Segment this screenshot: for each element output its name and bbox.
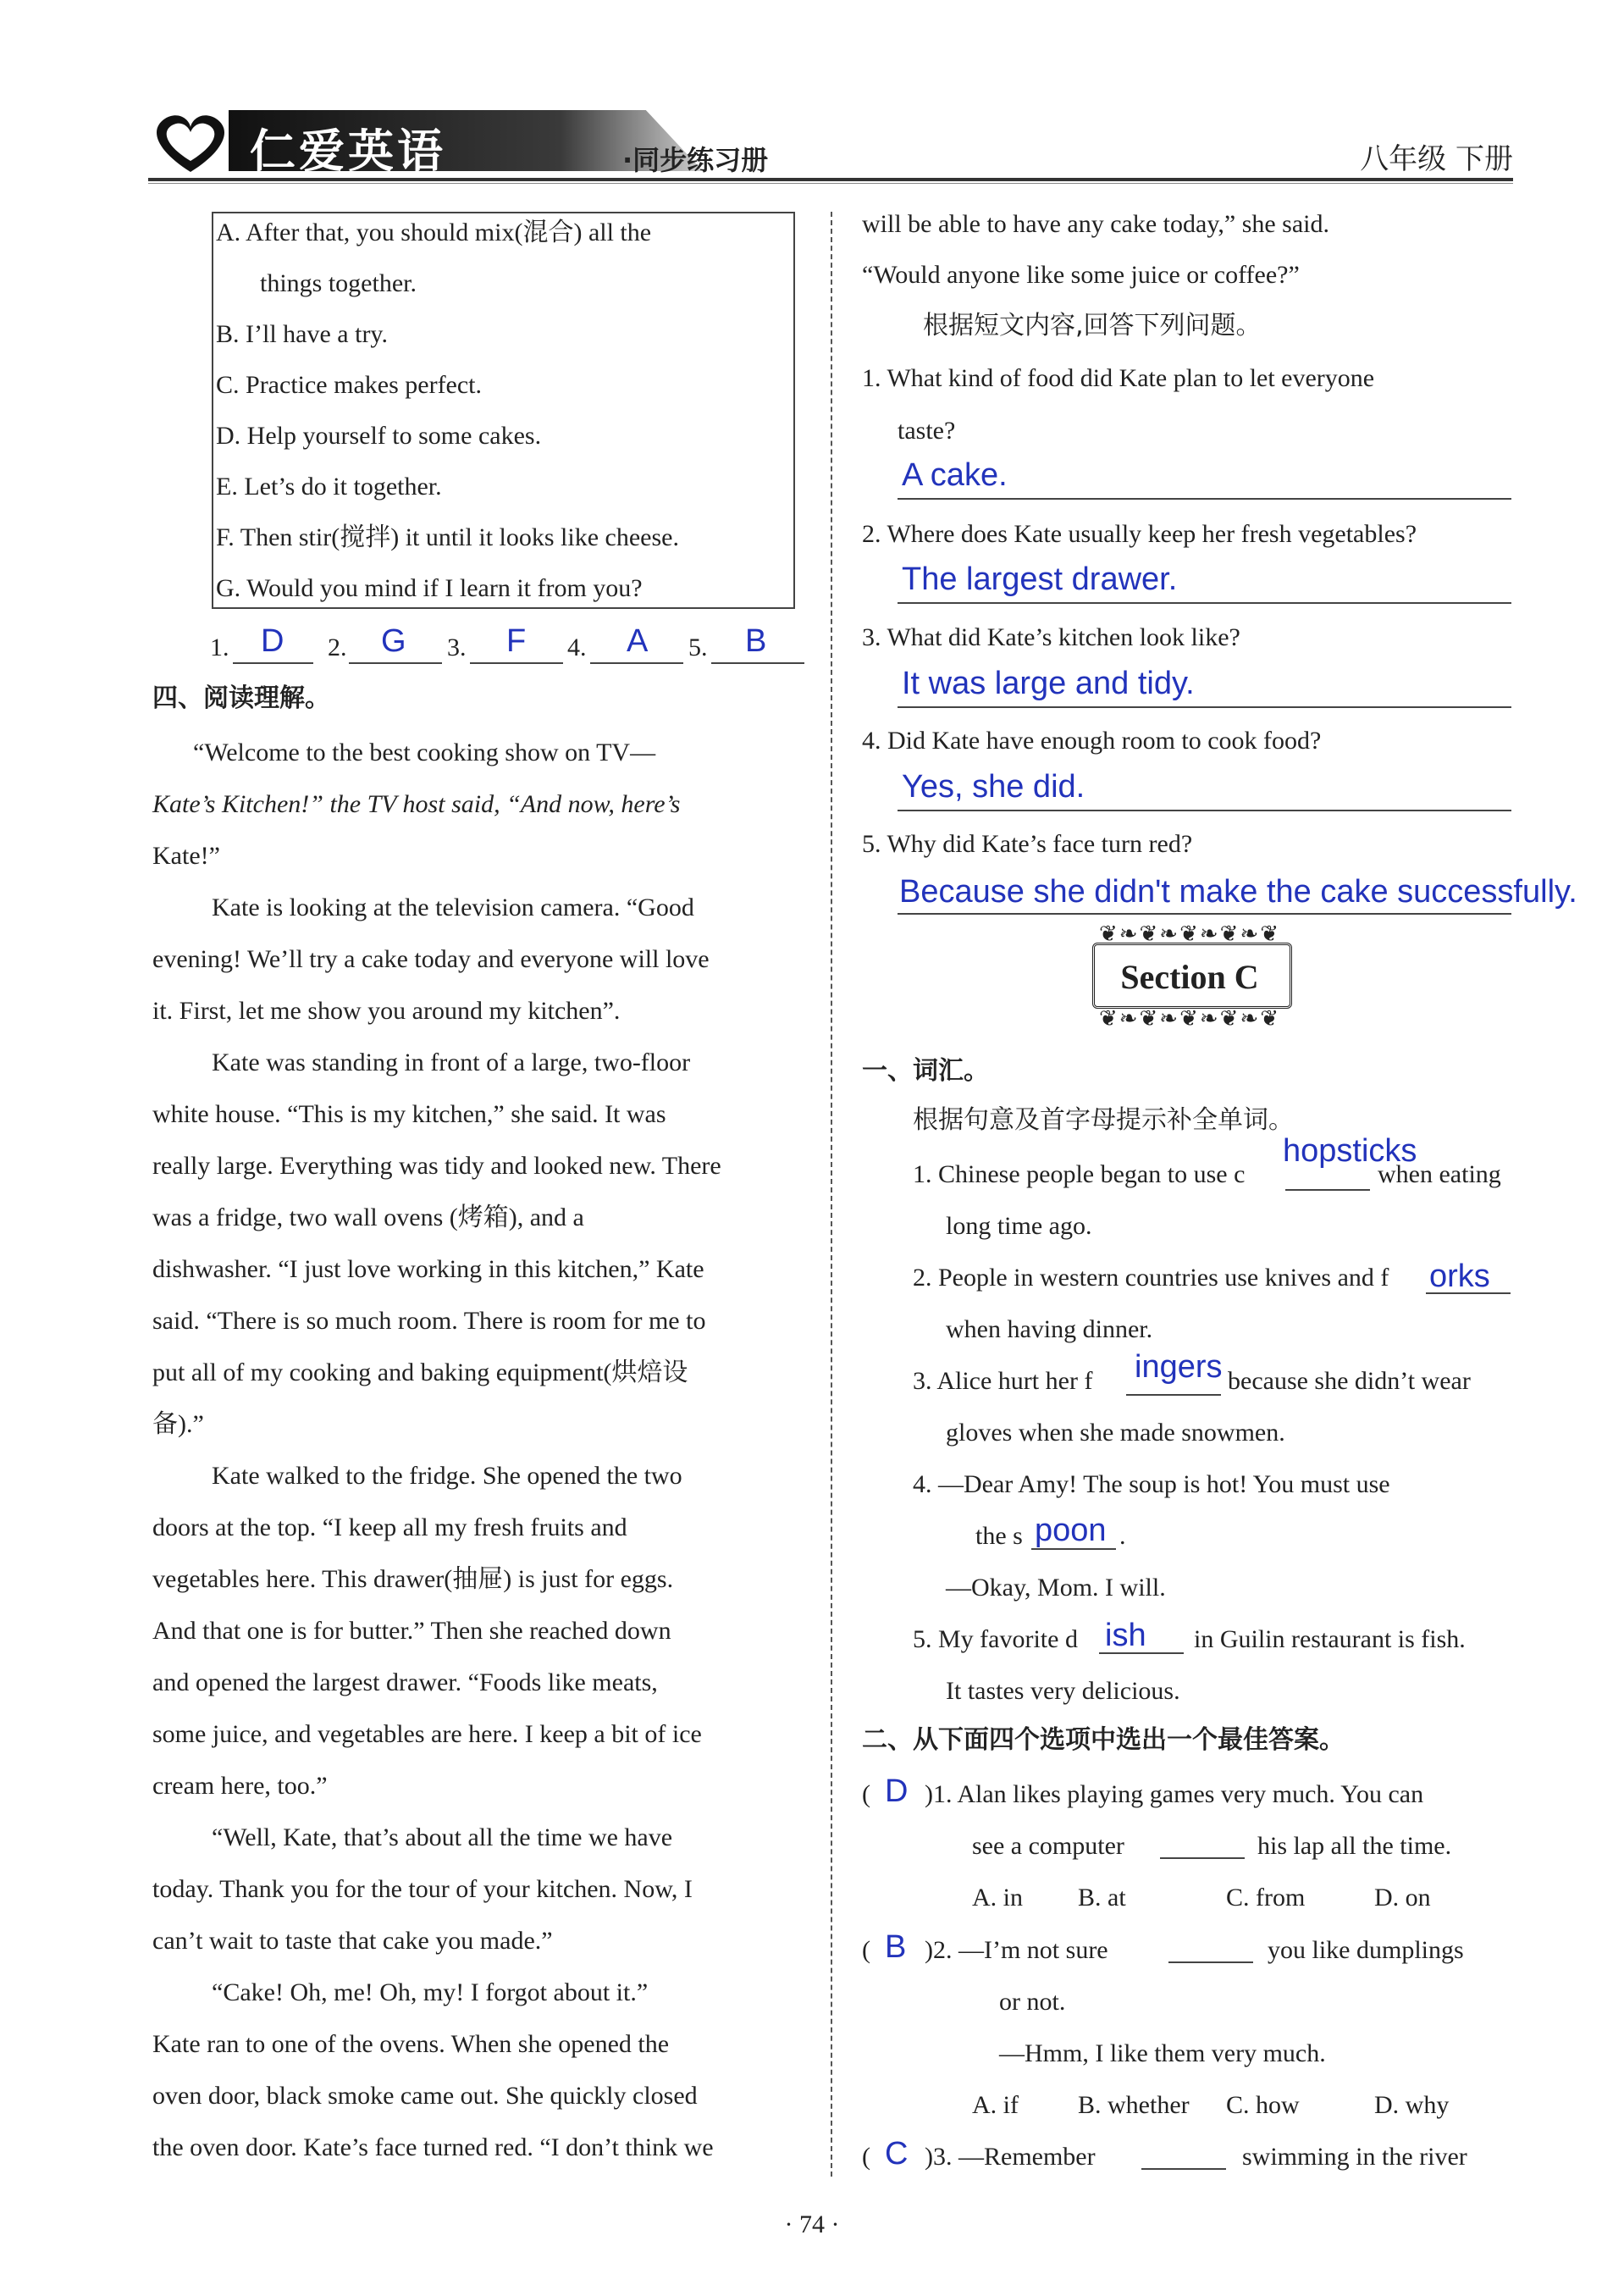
handwritten-answer: The largest drawer. (902, 562, 1178, 597)
series-label: ·同步练习册 (622, 144, 769, 176)
passage-line: dishwasher. “I just love working in this kitchen,” Kate (152, 1255, 704, 1283)
option-line: E. Let’s do it together. (216, 473, 442, 501)
handwritten-answer: ish (1105, 1618, 1146, 1653)
vocab-item: when having dinner. (946, 1315, 1153, 1343)
answer-blank (711, 662, 804, 664)
instruction: 根据句意及首字母提示补全单词。 (913, 1105, 1294, 1135)
passage-line: can’t wait to taste that cake you made.” (152, 1927, 553, 1955)
heart-logo-icon (148, 108, 233, 176)
mc-option: B. at (1078, 1884, 1126, 1912)
passage-line: some juice, and vegetables are here. I keep a bit of ice (152, 1720, 702, 1748)
passage-line: 备).” (152, 1410, 204, 1438)
handwritten-answer: B (885, 1929, 907, 1965)
handwritten-answer: hopsticks (1283, 1133, 1417, 1169)
mc-option: A. in (972, 1884, 1023, 1912)
option-line: G. Would you mind if I learn it from you? (216, 574, 643, 602)
question: 5. Why did Kate’s face turn red? (862, 830, 1193, 858)
section-c-badge (1067, 921, 1312, 1032)
reading-passage (152, 727, 803, 2173)
passage-line: doors at the top. “I keep all my fresh fruits and (152, 1513, 627, 1541)
instruction: 根据短文内容,回答下列问题。 (923, 311, 1262, 340)
passage-line: Kate walked to the fridge. She opened the two (212, 1462, 682, 1490)
option-line: B. I’ll have a try. (216, 320, 388, 348)
vocab-item: gloves when she made snowmen. (946, 1419, 1285, 1447)
vocab-item: because she didn’t wear (1228, 1367, 1471, 1395)
passage-line: Kate!” (152, 842, 220, 870)
vocab-item: when eating (1378, 1160, 1501, 1188)
handwritten-answer: C (885, 2136, 909, 2172)
mc-question: his lap all the time. (1257, 1832, 1452, 1860)
vocab-item: in Guilin restaurant is fish. (1194, 1625, 1466, 1653)
option-line: A. After that, you should mix(混合) all the (216, 219, 652, 246)
header-rule (148, 178, 1513, 181)
mc-option: C. from (1226, 1884, 1306, 1912)
answer-line (898, 913, 1511, 915)
passage-continuation: will be able to have any cake today,” she said. (862, 210, 1330, 238)
passage-continuation: “Would anyone like some juice or coffee?” (862, 261, 1300, 289)
answer-value: A (627, 623, 649, 659)
passage-line: “Welcome to the best cooking show on TV— (193, 739, 656, 766)
vocab-item: long time ago. (946, 1212, 1092, 1240)
passage-line: oven door, black smoke came out. She quickly closed (152, 2082, 698, 2110)
answer-line (898, 498, 1511, 500)
section-heading: 二、从下面四个选项中选出一个最佳答案。 (862, 1725, 1345, 1755)
mc-option: D. why (1374, 2091, 1450, 2119)
passage-line: the oven door. Kate’s face turned red. “I don’t think we (152, 2133, 714, 2161)
paren: ( (862, 1780, 870, 1808)
vocab-item: 1. Chinese people began to use c (913, 1160, 1246, 1188)
question: 3. What did Kate’s kitchen look like? (862, 623, 1240, 651)
passage-line: And that one is for butter.” Then she reached down (152, 1617, 671, 1645)
question: taste? (898, 417, 956, 445)
vocab-item: 5. My favorite d (913, 1625, 1078, 1653)
passage-line: said. “There is so much room. There is room for me to (152, 1307, 706, 1335)
answer-value: G (381, 623, 406, 659)
answer-blank (1126, 1394, 1221, 1396)
handwritten-answer: ingers (1135, 1349, 1223, 1385)
book-title: 仁爱英语 (250, 124, 446, 178)
handwritten-answer: poon (1035, 1513, 1107, 1548)
mc-option: D. on (1374, 1884, 1431, 1912)
mc-question: )2. —I’m not sure (925, 1936, 1108, 1964)
answer-blank (1285, 1189, 1370, 1191)
option-line: D. Help yourself to some cakes. (216, 422, 542, 450)
passage-line: Kate ran to one of the ovens. When she opened the (152, 2030, 670, 2058)
answer-value: B (745, 623, 767, 659)
answer-blank (1160, 1857, 1245, 1859)
handwritten-answer: orks (1429, 1259, 1490, 1294)
ornament-icon: ❦❧❦❧❦❧❦❧❦ (1098, 921, 1281, 946)
answer-blank (233, 662, 313, 664)
question: 1. What kind of food did Kate plan to let everyone (862, 364, 1375, 392)
handwritten-answer: It was large and tidy. (902, 666, 1195, 701)
answer-num: 3. (447, 633, 467, 661)
mc-question: )1. Alan likes playing games very much. You can (925, 1780, 1424, 1808)
grade-label: 八年级 下册 (1360, 142, 1513, 176)
section-c-title: Section C (1120, 958, 1259, 996)
mc-question: you like dumplings (1268, 1936, 1464, 1964)
passage-line: put all of my cooking and baking equipment(烘焙设 (152, 1358, 688, 1386)
mc-option: A. if (972, 2091, 1019, 2119)
question: 4. Did Kate have enough room to cook food? (862, 727, 1322, 755)
passage-line: vegetables here. This drawer(抽屉) is just for eggs. (152, 1565, 674, 1593)
passage-line: evening! We’ll try a cake today and everyone will love (152, 945, 710, 973)
answer-num: 1. (210, 633, 229, 661)
header-rule-thin (148, 183, 1513, 184)
passage-line: really large. Everything was tidy and looked new. There (152, 1152, 721, 1180)
passage-line: it. First, let me show you around my kitchen”. (152, 997, 621, 1025)
answer-num: 5. (688, 633, 708, 661)
passage-line: was a fridge, two wall ovens (烤箱), and a (152, 1203, 584, 1231)
vocab-item: the s (975, 1522, 1023, 1550)
answer-num: 4. (567, 633, 587, 661)
passage-line: Kate’s Kitchen!” the TV host said, “And now, here’s (152, 790, 681, 818)
passage-line: white house. “This is my kitchen,” she said. It was (152, 1100, 666, 1128)
option-line: things together. (260, 269, 417, 297)
passage-line: “Well, Kate, that’s about all the time we have (212, 1823, 673, 1851)
page-number: · 74 · (784, 2210, 840, 2238)
answer-line (898, 706, 1511, 708)
vocab-item: 3. Alice hurt her f (913, 1367, 1093, 1395)
mc-question: or not. (999, 1988, 1066, 2016)
mc-option: B. whether (1078, 2091, 1190, 2119)
answer-blank (1426, 1292, 1511, 1294)
answer-blank (1141, 2168, 1226, 2170)
answer-blank (470, 662, 563, 664)
mc-question: swimming in the river (1242, 2143, 1467, 2171)
passage-line: Kate was standing in front of a large, two-floor (212, 1048, 691, 1076)
answer-blank (1099, 1652, 1184, 1654)
answer-blank (1031, 1548, 1116, 1550)
paren: ( (862, 1936, 870, 1964)
answer-line (898, 810, 1511, 811)
passage-line: and opened the largest drawer. “Foods like meats, (152, 1668, 658, 1696)
vocab-item: 2. People in western countries use knives and f (913, 1264, 1389, 1292)
handwritten-answer: D (885, 1773, 909, 1809)
answer-value: F (506, 623, 527, 659)
page-header (148, 102, 1513, 182)
paren: ( (862, 2143, 870, 2171)
handwritten-answer: Yes, she did. (902, 769, 1085, 805)
column-divider (831, 212, 832, 2177)
vocab-item: 4. —Dear Amy! The soup is hot! You must use (913, 1470, 1390, 1498)
question: 2. Where does Kate usually keep her fresh vegetables? (862, 520, 1417, 548)
answer-line (898, 602, 1511, 604)
answer-num: 2. (328, 633, 347, 661)
vocab-item: It tastes very delicious. (946, 1677, 1180, 1705)
passage-line: cream here, too.” (152, 1772, 328, 1800)
section-heading: 四、阅读理解。 (152, 683, 330, 713)
passage-line: “Cake! Oh, me! Oh, my! I forgot about it.” (212, 1978, 649, 2006)
option-line: F. Then stir(搅拌) it until it looks like cheese. (216, 523, 679, 551)
answer-blank (349, 662, 442, 664)
passage-line: today. Thank you for the tour of your kitchen. Now, I (152, 1875, 693, 1903)
option-line: C. Practice makes perfect. (216, 371, 483, 399)
answer-blank (1168, 1961, 1253, 1963)
vocab-item: . (1119, 1522, 1126, 1550)
section-heading: 一、词汇。 (862, 1056, 989, 1086)
ornament-icon: ❦❧❦❧❦❧❦❧❦ (1098, 1006, 1281, 1031)
handwritten-answer: A cake. (902, 457, 1008, 493)
mc-option: C. how (1226, 2091, 1300, 2119)
mc-question: see a computer (972, 1832, 1124, 1860)
answer-value: D (261, 623, 284, 659)
mc-question: —Hmm, I like them very much. (999, 2039, 1326, 2067)
handwritten-answer: Because she didn't make the cake successfully. (899, 874, 1577, 910)
mc-question: )3. —Remember (925, 2143, 1096, 2171)
vocab-item: —Okay, Mom. I will. (946, 1574, 1166, 1602)
answer-blank (590, 662, 683, 664)
passage-line: Kate is looking at the television camera. “Good (212, 894, 694, 921)
